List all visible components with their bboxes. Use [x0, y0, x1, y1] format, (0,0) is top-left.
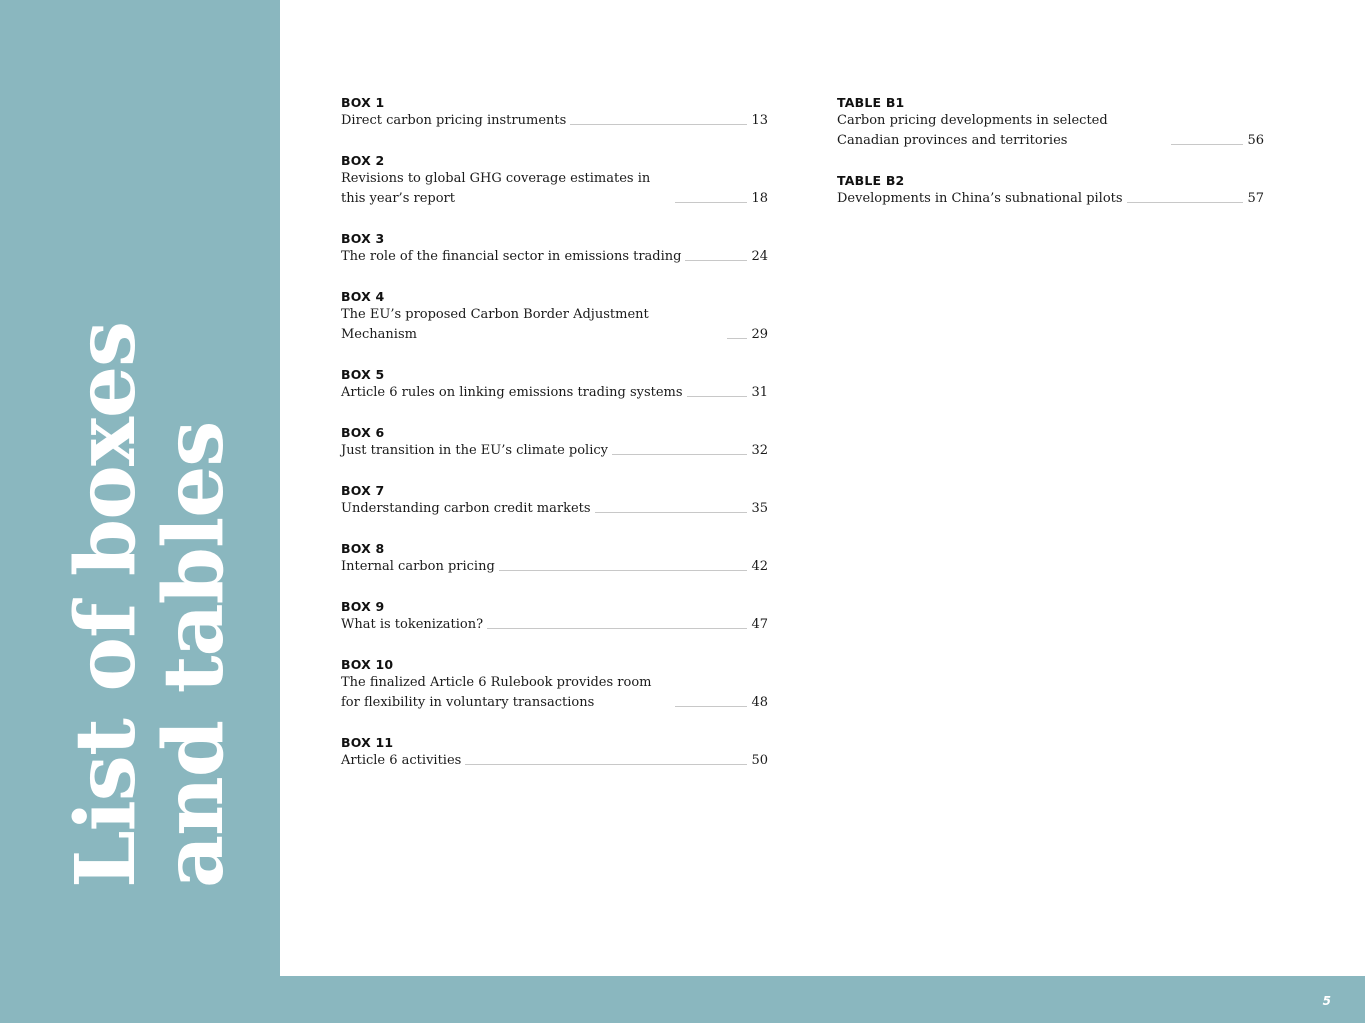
- leader-line: [595, 512, 748, 513]
- toc-entry-box-7[interactable]: [341, 483, 768, 519]
- entry-title: Revisions to global GHG coverage estimates in this year’s report: [341, 171, 651, 206]
- entry-heading: BOX 10: [341, 657, 394, 672]
- entry-title: The finalized Article 6 Rulebook provides room for flexibility in voluntary transactions: [341, 675, 652, 710]
- entry-heading: BOX 2: [341, 153, 385, 168]
- entry-title: What is tokenization?: [341, 617, 484, 632]
- page-title-line-2: and tables: [146, 421, 242, 888]
- leader-line: [675, 706, 747, 707]
- toc-entry-box-10[interactable]: [341, 657, 768, 713]
- entry-heading: BOX 11: [341, 735, 394, 750]
- page-title-line-1: List of boxes: [58, 321, 154, 888]
- entry-title: Internal carbon pricing: [341, 559, 495, 574]
- leader-line: [687, 396, 748, 397]
- entry-page-number: 56: [1247, 133, 1264, 148]
- entry-heading: BOX 8: [341, 541, 385, 556]
- toc-entry-box-4[interactable]: [341, 289, 768, 345]
- entry-page-number: 48: [751, 695, 768, 710]
- tables-list: [837, 95, 1264, 231]
- entry-heading: BOX 7: [341, 483, 385, 498]
- footer-band: [0, 976, 1365, 1023]
- entry-heading: BOX 4: [341, 289, 385, 304]
- entry-heading: BOX 3: [341, 231, 385, 246]
- entry-title: Developments in China’s subnational pilots: [837, 191, 1123, 206]
- toc-entry-box-1[interactable]: [341, 95, 768, 131]
- toc-entry-box-3[interactable]: [341, 231, 768, 267]
- toc-entry-box-11[interactable]: [341, 735, 768, 771]
- toc-entry-box-6[interactable]: [341, 425, 768, 461]
- entry-page-number: 29: [751, 327, 768, 342]
- entry-page-number: 57: [1247, 191, 1264, 206]
- leader-line: [685, 260, 747, 261]
- entry-heading: TABLE B2: [837, 173, 905, 188]
- entry-page-number: 24: [751, 249, 768, 264]
- toc-entry-box-5[interactable]: [341, 367, 768, 403]
- entry-heading: TABLE B1: [837, 95, 905, 110]
- entry-title: Direct carbon pricing instruments: [341, 113, 567, 128]
- leader-line: [612, 454, 747, 455]
- entry-title: The role of the financial sector in emissions trading: [341, 249, 682, 264]
- entry-page-number: 42: [751, 559, 768, 574]
- entry-title: The EU’s proposed Carbon Border Adjustment Mechanism: [341, 307, 649, 342]
- leader-line: [675, 202, 747, 203]
- toc-entry-table-b1[interactable]: [837, 95, 1264, 151]
- entry-heading: BOX 6: [341, 425, 385, 440]
- toc-entry-box-8[interactable]: [341, 541, 768, 577]
- entry-page-number: 32: [751, 443, 768, 458]
- entry-heading: BOX 1: [341, 95, 385, 110]
- toc-entry-box-9[interactable]: [341, 599, 768, 635]
- leader-line: [570, 124, 747, 125]
- entry-page-number: 35: [751, 501, 768, 516]
- entry-title: Article 6 rules on linking emissions trading systems: [341, 385, 683, 400]
- entry-title: Just transition in the EU’s climate policy: [341, 443, 608, 458]
- entry-heading: BOX 9: [341, 599, 385, 614]
- leader-line: [499, 570, 748, 571]
- entry-title: Article 6 activities: [341, 753, 462, 768]
- toc-entry-table-b2[interactable]: [837, 173, 1264, 209]
- leader-line: [1127, 202, 1244, 203]
- title-area: [0, 0, 280, 1023]
- leader-line: [465, 764, 747, 765]
- entry-title: Understanding carbon credit markets: [341, 501, 591, 516]
- entry-page-number: 13: [751, 113, 768, 128]
- entry-page-number: 50: [751, 753, 768, 768]
- leader-line: [1171, 144, 1243, 145]
- entry-title: Carbon pricing developments in selected Canadian provinces and territories: [837, 113, 1108, 148]
- boxes-list: [341, 95, 768, 793]
- page-title: [58, 321, 242, 888]
- entry-page-number: 31: [751, 385, 768, 400]
- entry-page-number: 47: [751, 617, 768, 632]
- page-number: 5: [1322, 994, 1331, 1008]
- leader-line: [727, 338, 747, 339]
- entry-heading: BOX 5: [341, 367, 385, 382]
- entry-page-number: 18: [751, 191, 768, 206]
- leader-line: [487, 628, 747, 629]
- toc-entry-box-2[interactable]: [341, 153, 768, 209]
